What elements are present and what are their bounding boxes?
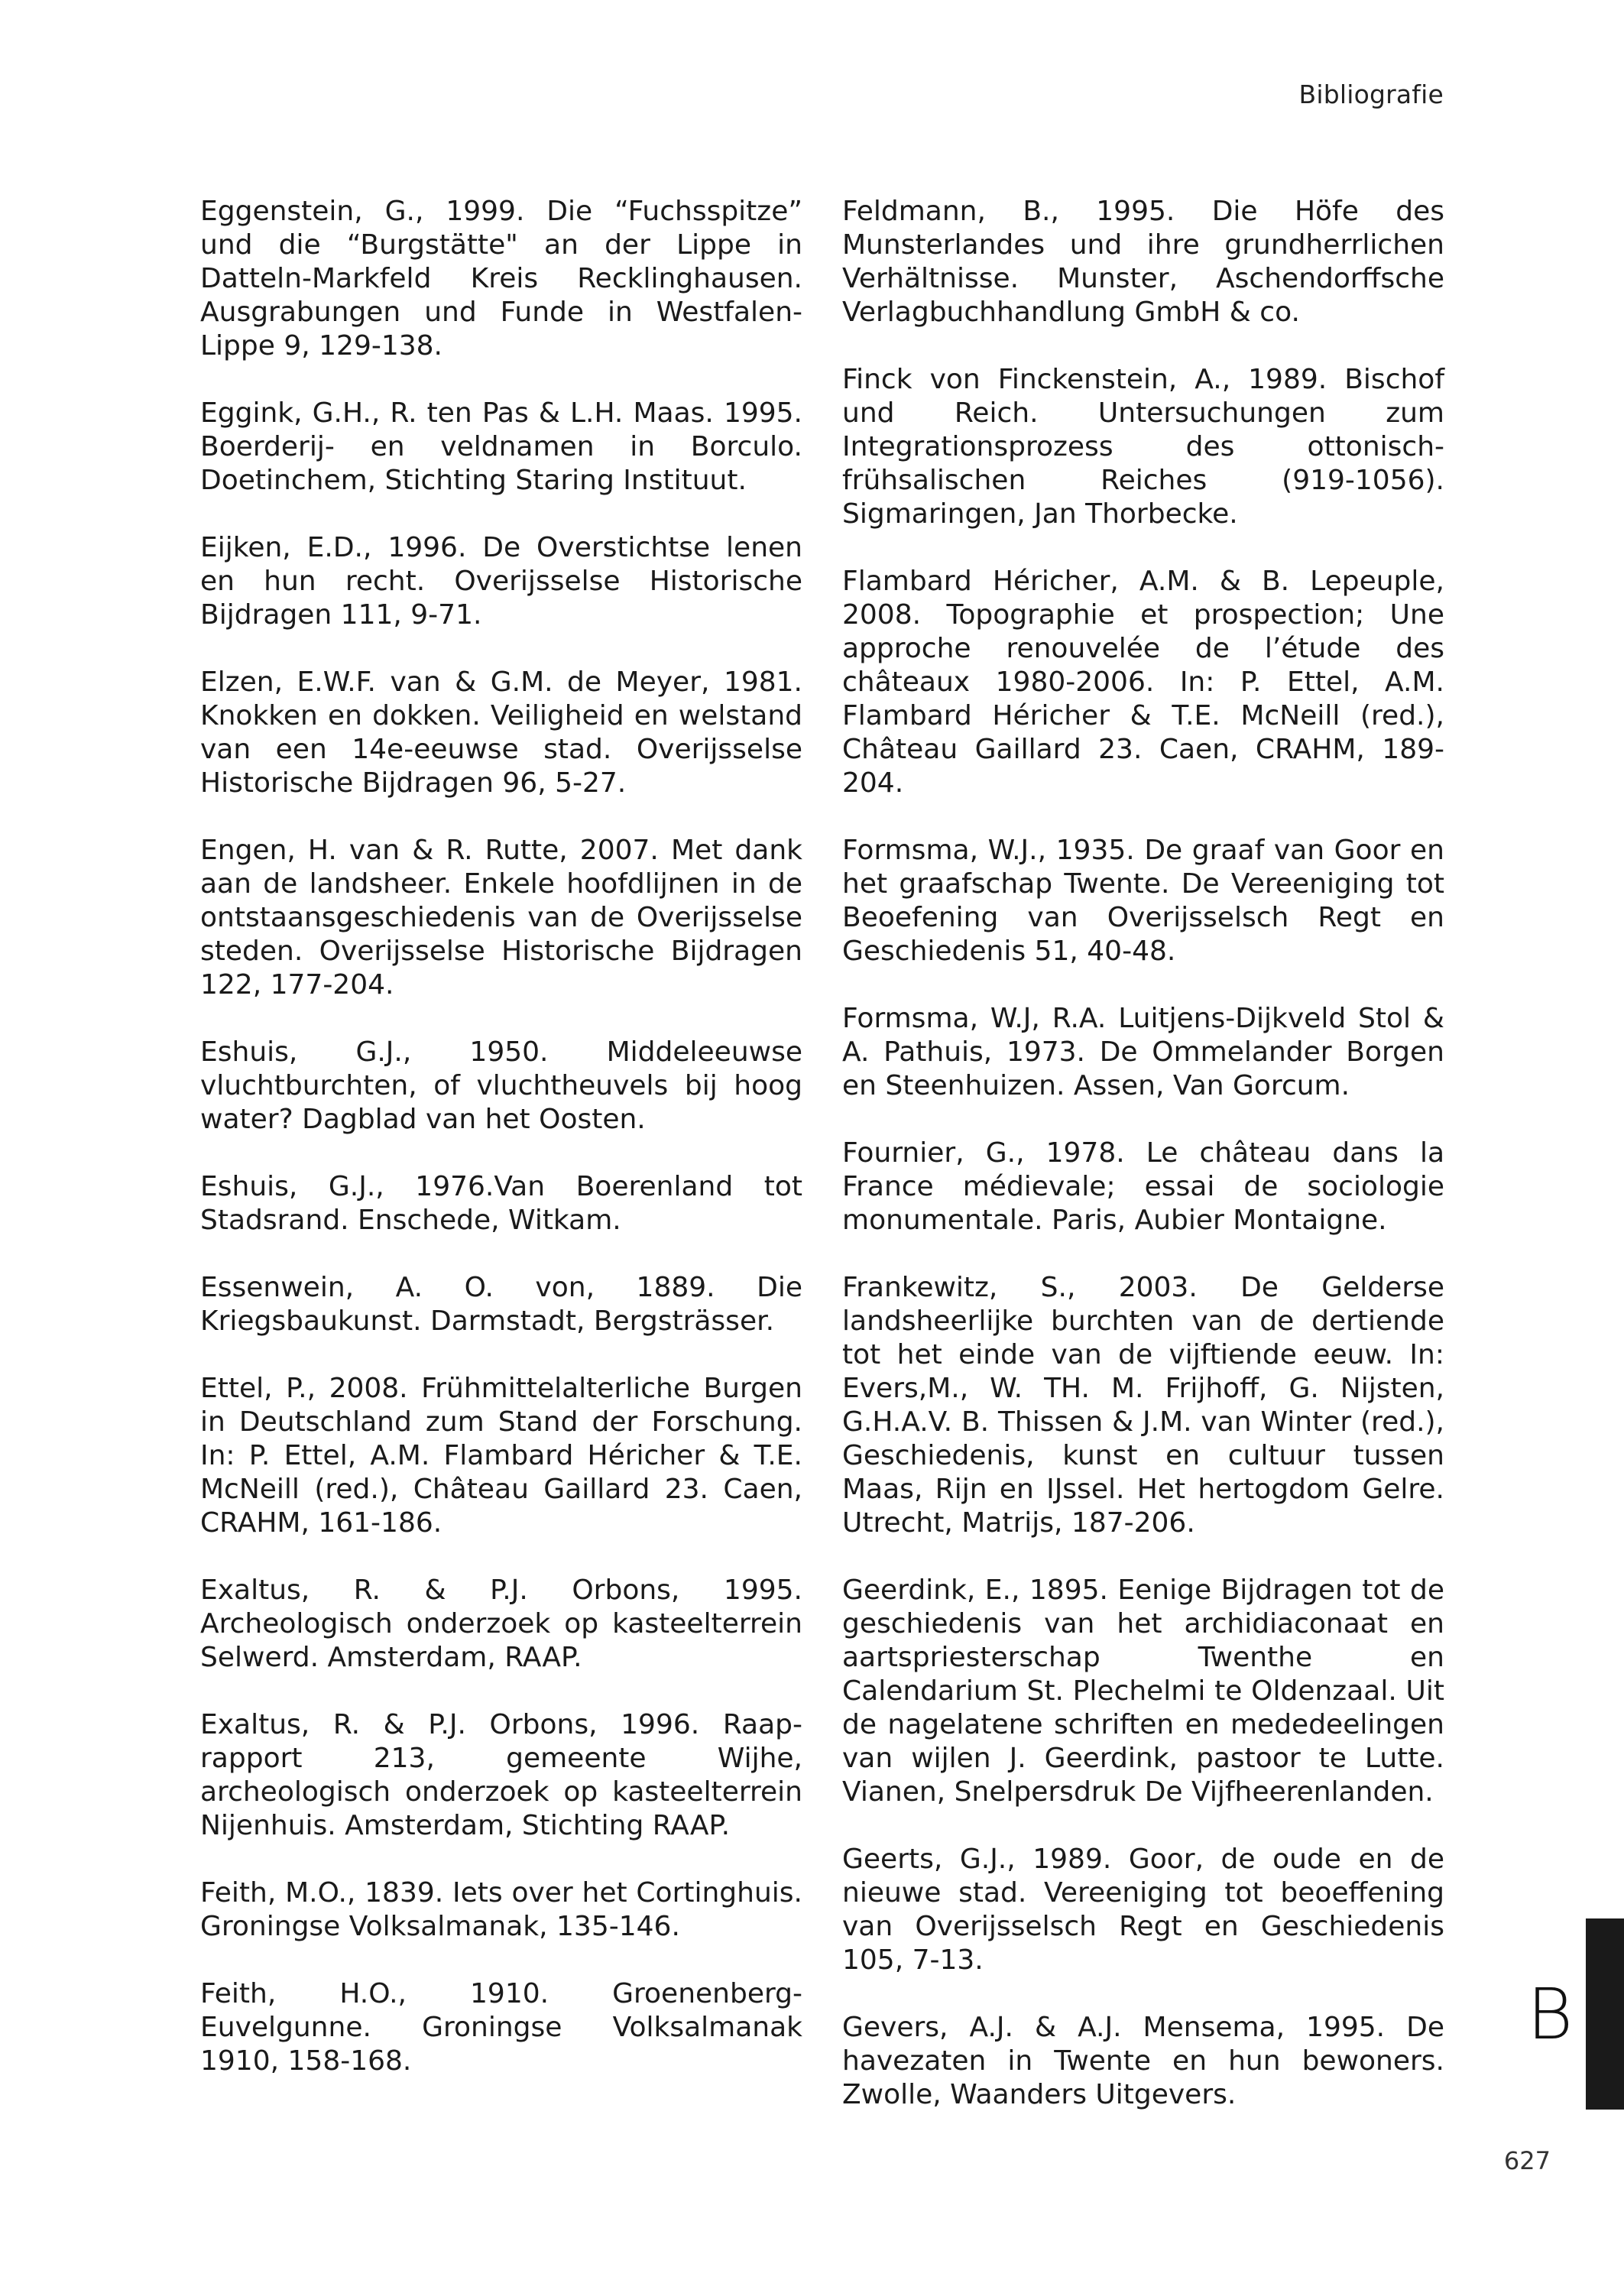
bibliography-entry: Flambard Héricher, A.M. & B. Lepeuple, 2008. Topographie et prospection; Une approche renouvelée de l’étude des châteaux 1980-2006. In: P. Ettel, A.M. Flambard Héricher & T.E. McNeill (red.), Château Gaillard 23. Caen, CRAHM, 189-204. <box>842 566 1444 799</box>
bibliography-entry: Eggenstein, G., 1999. Die “Fuchsspitze” und die “Burgstätte" an der Lippe in Datteln-Markfeld Kreis Recklinghausen. Ausgrabungen und Funde in Westfalen-Lippe 9, 129-138. <box>200 196 802 362</box>
section-tab-marker <box>1586 1918 1624 2110</box>
bibliography-entry: Exaltus, R. & P.J. Orbons, 1996. Raap-rapport 213, gemeente Wijhe, archeologisch onderzoek op kasteelterrein Nijenhuis. Amsterdam, Stichting RAAP. <box>200 1709 802 1841</box>
bibliography-entry: Engen, H. van & R. Rutte, 2007. Met dank aan de landsheer. Enkele hoofdlijnen in de ontstaansgeschiedenis van de Overijsselse steden. Overijsselse Historische Bijdragen 122, 177-204. <box>200 835 802 1001</box>
bibliography-entry: Essenwein, A. O. von, 1889. Die Kriegsbaukunst. Darmstadt, Bergsträsser. <box>200 1272 802 1337</box>
bibliography-entry: Gevers, A.J. & A.J. Mensema, 1995. De havezaten in Twente en hun bewoners. Zwolle, Waanders Uitgevers. <box>842 2012 1444 2110</box>
bibliography-entry: Finck von Finckenstein, A., 1989. Bischof und Reich. Untersuchungen zum Integrationsprozess des ottonisch-frühsalischen Reiches (919-1056). Sigmaringen, Jan Thorbecke. <box>842 364 1444 530</box>
bibliography-entry: Frankewitz, S., 2003. De Gelderse landsheerlijke burchten van de dertiende tot het einde van de vijftiende eeuw. In: Evers,M., W. TH. M. Frijhoff, G. Nijsten, G.H.A.V. B. Thissen & J.M. van Winter (red.), Geschiedenis, kunst en cultuur tussen Maas, Rijn en IJssel. Het hertogdom Gelre. Utrecht, Matrijs, 187-206. <box>842 1272 1444 1539</box>
bibliography-entry: Geerdink, E., 1895. Eenige Bijdragen tot de geschiedenis van het archidiaconaat en aartspriesterschap Twenthe en Calendarium St. Plechelmi te Oldenzaal. Uit de nagelatene schriften en mededeelingen van wijlen J. Geerdink, pastoor te Lutte. Vianen, Snelpersdruk De Vijfheerenlanden. <box>842 1575 1444 1808</box>
bibliography-entry: Elzen, E.W.F. van & G.M. de Meyer, 1981. Knokken en dokken. Veiligheid en welstand van een 14e-eeuwse stad. Overijsselse Historische Bijdragen 96, 5-27. <box>200 666 802 799</box>
bibliography-entry: Ettel, P., 2008. Frühmittelalterliche Burgen in Deutschland zum Stand der Forschung. In: P. Ettel, A.M. Flambard Héricher & T.E. McNeill (red.), Château Gaillard 23. Caen, CRAHM, 161-186. <box>200 1373 802 1539</box>
bibliography-entry: Formsma, W.J., 1935. De graaf van Goor en het graafschap Twente. De Vereeniging tot Beoefening van Overijsselsch Regt en Geschiedenis 51, 40-48. <box>842 835 1444 967</box>
bibliography-entry: Eshuis, G.J., 1976.Van Boerenland tot Stadsrand. Enschede, Witkam. <box>200 1171 802 1236</box>
bibliography-entry: Feldmann, B., 1995. Die Höfe des Munsterlandes und ihre grundherrlichen Verhältnisse. Munster, Aschendorffsche Verlagbuchhandlung GmbH & co. <box>842 196 1444 328</box>
bibliography-entry: Eshuis, G.J., 1950. Middeleeuwse vluchtburchten, of vluchtheuvels bij hoog water? Dagblad van het Oosten. <box>200 1036 802 1135</box>
section-tab-letter: B <box>1527 1974 1574 2055</box>
bibliography-entry: Geerts, G.J., 1989. Goor, de oude en de nieuwe stad. Vereeniging tot beoeffening van Overijsselsch Regt en Geschiedenis 105, 7-13. <box>842 1844 1444 1976</box>
bibliography-entry: Exaltus, R. & P.J. Orbons, 1995. Archeologisch onderzoek op kasteelterrein Selwerd. Amsterdam, RAAP. <box>200 1575 802 1673</box>
bibliography-entry: Eijken, E.D., 1996. De Overstichtse lenen en hun recht. Overijsselse Historische Bijdragen 111, 9-71. <box>200 532 802 631</box>
bibliography-entry: Formsma, W.J, R.A. Luitjens-Dijkveld Stol & A. Pathuis, 1973. De Ommelander Borgen en Steenhuizen. Assen, Van Gorcum. <box>842 1003 1444 1101</box>
bibliography-entry: Fournier, G., 1978. Le château dans la France médievale; essai de sociologie monumentale. Paris, Aubier Montaigne. <box>842 1137 1444 1236</box>
bibliography-entry: Feith, H.O., 1910. Groenenberg-Euvelgunne. Groningse Volksalmanak 1910, 158-168. <box>200 1978 802 2077</box>
bibliography-column-right <box>842 195 1444 2145</box>
page-number: 627 <box>1503 2146 1551 2175</box>
bibliography-entry: Eggink, G.H., R. ten Pas & L.H. Maas. 1995. Boerderij- en veldnamen in Borculo. Doetinchem, Stichting Staring Instituut. <box>200 397 802 496</box>
bibliography-entry: Feith, M.O., 1839. Iets over het Cortinghuis. Groningse Volksalmanak, 135-146. <box>200 1877 802 1942</box>
bibliography-column-left <box>200 195 802 2112</box>
running-header: Bibliografie <box>1298 79 1444 109</box>
